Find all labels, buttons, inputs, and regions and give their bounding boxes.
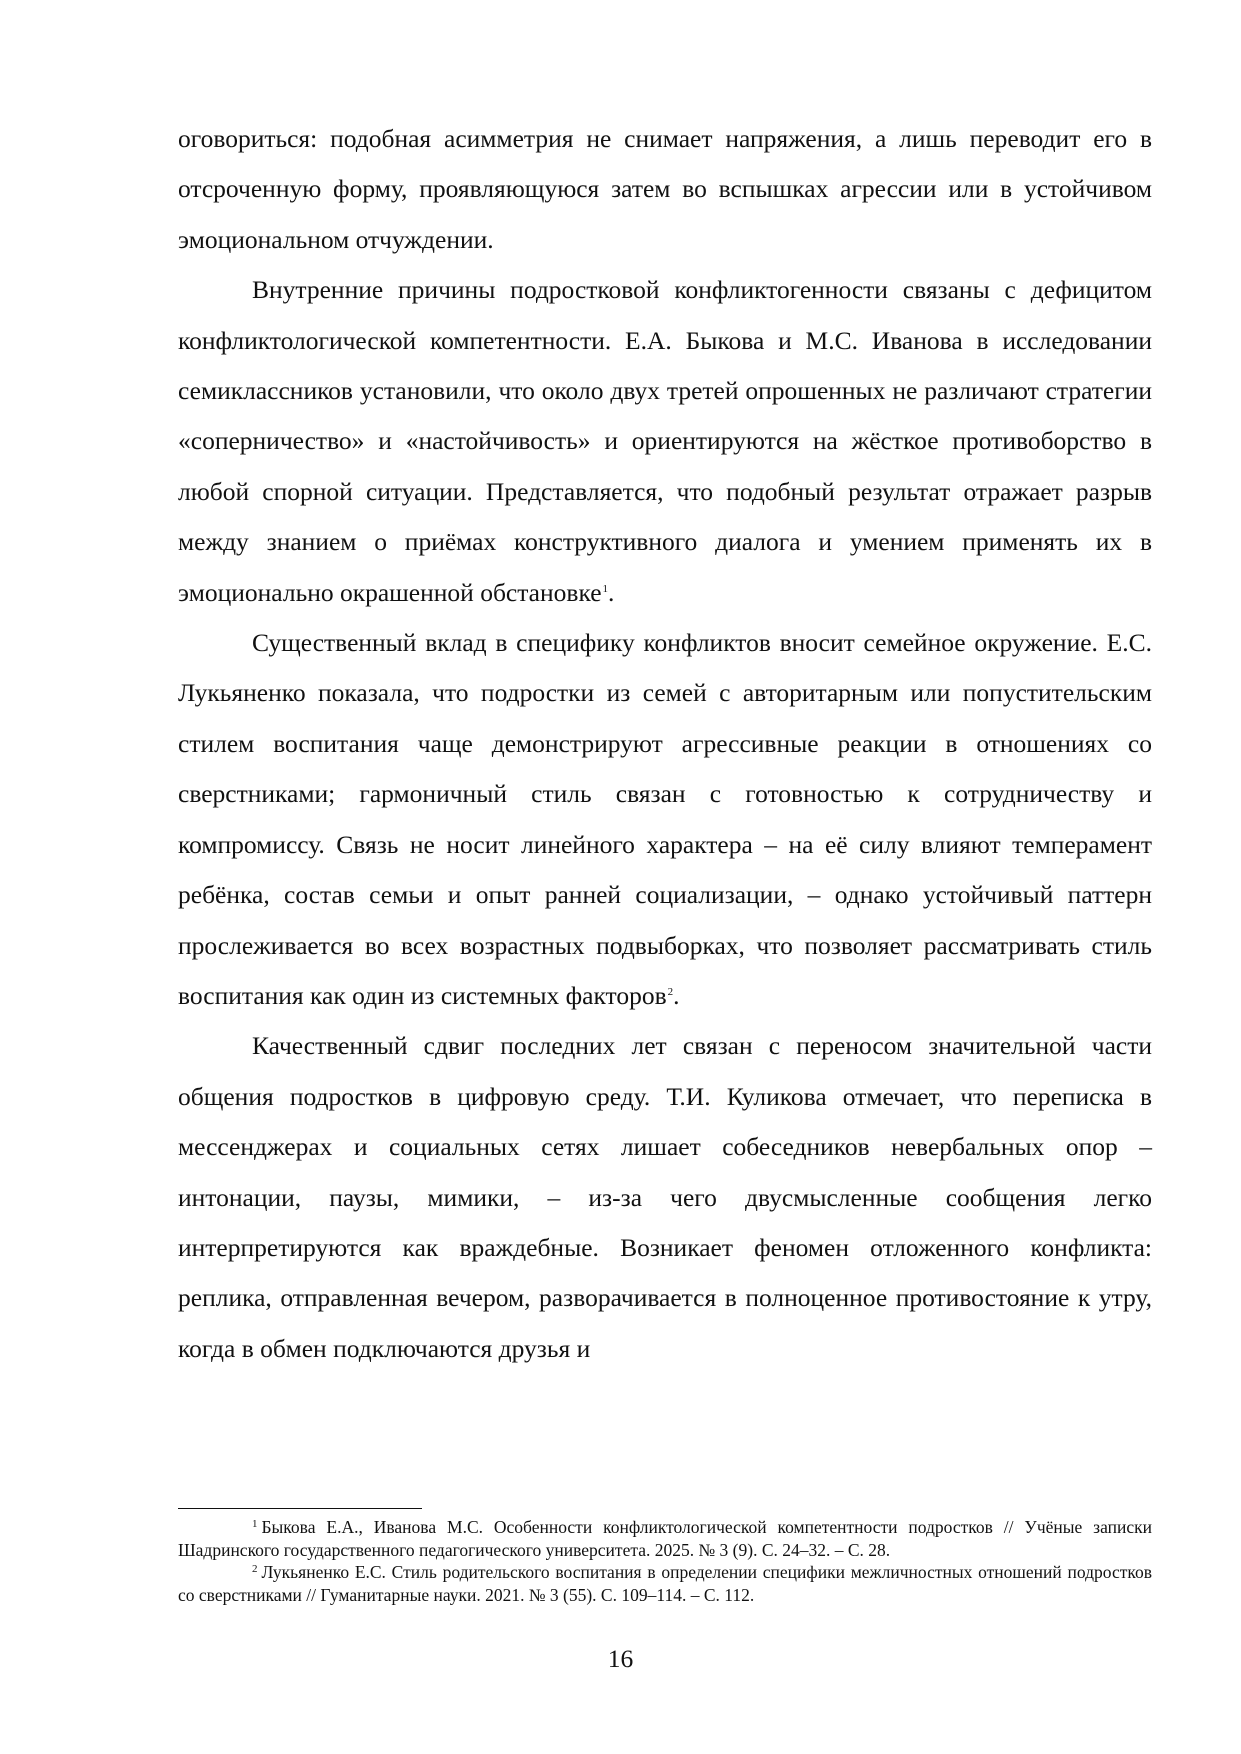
- footnotes: [178, 1516, 1152, 1606]
- body-text: [178, 114, 1152, 1374]
- footnote-reference-1[interactable]: 1: [602, 582, 609, 595]
- paragraph-tail: .: [608, 577, 615, 607]
- paragraph-family-environment: [178, 618, 1152, 1021]
- paragraph-continuation: [178, 114, 1152, 265]
- page-number: 16: [607, 1644, 634, 1673]
- footnote-2: [178, 1561, 1152, 1606]
- paragraph-digital-environment: [178, 1021, 1152, 1374]
- paragraph-text: оговориться: подобная асимметрия не снимает напряжения, а лишь переводит его в отсроченную форму, проявляющуюся затем во вспышках агрессии или в устойчивом эмоциональном отчуждении.: [178, 124, 1152, 254]
- footnote-text: Быкова Е.А., Иванова М.С. Особенности конфликтологической компетентности подростков // Учёные записки Шадринского государственного педагогического университета. 2025. № 3 (9). С. 24–32. – С. 28.: [178, 1517, 1152, 1560]
- paragraph-tail: .: [673, 980, 680, 1010]
- paragraph-text: Существенный вклад в специфику конфликтов вносит семейное окружение. Е.С. Лукьяненко показала, что подростки из семей с авторитарным или попустительским стилем воспитания чаще демонстрируют агрессивные реакции в отношениях со сверстниками; гармоничный стиль связан с готовностью к сотрудничеству и компромиссу. Связь не носит линейного характера – на её силу влияют темперамент ребёнка, состав семьи и опыт ранней социализации, – однако устойчивый паттерн прослеживается во всех возрастных подвыборках, что позволяет рассматривать стиль воспитания как один из системных факторов: [178, 628, 1152, 1010]
- footnote-reference-2[interactable]: 2: [667, 985, 674, 998]
- footnote-separator: [178, 1508, 422, 1509]
- paragraph-internal-causes: [178, 265, 1152, 618]
- footnote-text: Лукьяненко Е.С. Стиль родительского воспитания в определении специфики межличностных отношений подростков со сверстниками // Гуманитарные науки. 2021. № 3 (55). С. 109–114. – С. 112.: [178, 1562, 1152, 1605]
- paragraph-text: Внутренние причины подростковой конфликтогенности связаны с дефицитом конфликтологической компетентности. Е.А. Быкова и М.С. Иванова в исследовании семиклассников установили, что около двух третей опрошенных не различают стратегии «соперничество» и «настойчивость» и ориентируются на жёсткое противоборство в любой спорной ситуации. Представляется, что подобный результат отражает разрыв между знанием о приёмах конструктивного диалога и умением применять их в эмоционально окрашенной обстановке: [178, 275, 1152, 607]
- footnote-number: 1: [252, 1518, 258, 1530]
- footnote-1: [178, 1516, 1152, 1561]
- paragraph-text: Качественный сдвиг последних лет связан с переносом значительной части общения подростков в цифровую среду. Т.И. Куликова отмечает, что переписка в мессенджерах и социальных сетях лишает собеседников невербальных опор – интонации, паузы, мимики, – из-за чего двусмысленные сообщения легко интерпретируются как враждебные. Возникает феномен отложенного конфликта: реплика, отправленная вечером, разворачивается в полноценное противостояние к утру, когда в обмен подключаются друзья и: [178, 1031, 1152, 1363]
- footnote-number: 2: [252, 1563, 258, 1576]
